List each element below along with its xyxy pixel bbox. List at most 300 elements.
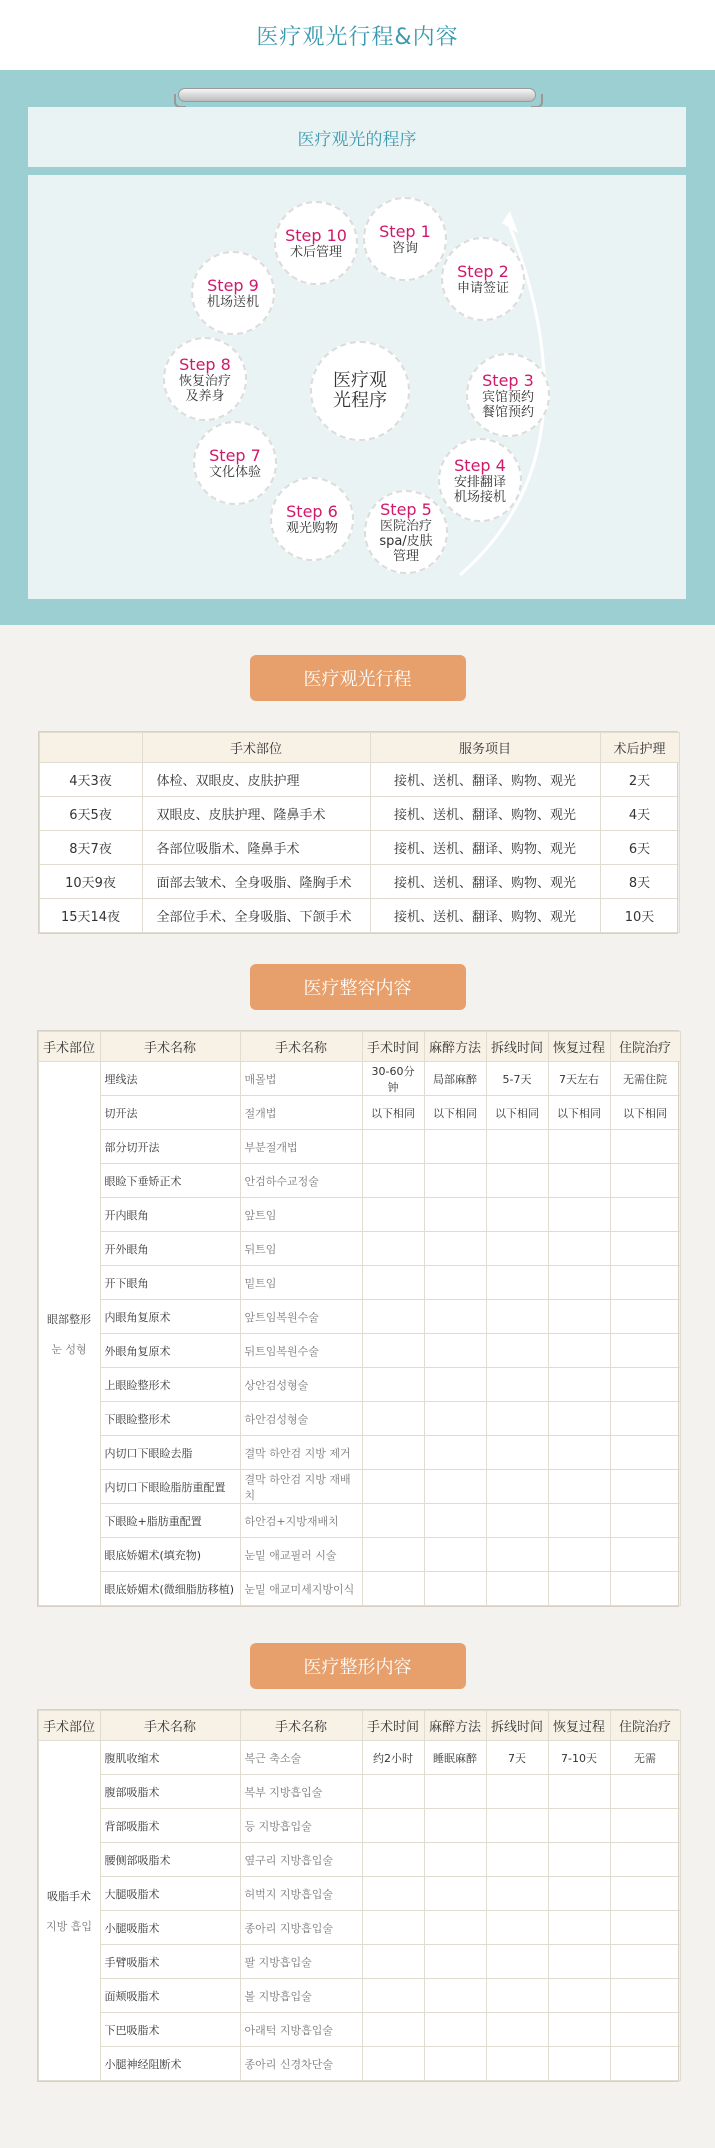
table-row [38,1232,680,1266]
table-cell: 복부 지방흡입술 [240,1775,362,1809]
table-cell: 뒤트임 [240,1232,362,1266]
table-cell: 睡眠麻醉 [424,1741,486,1775]
header-cell: 手术时间 [362,1032,424,1062]
table-cell: 매몰법 [240,1062,362,1096]
table-cell [610,2013,680,2047]
table-cell: 体检、双眼皮、皮肤护理 [142,763,370,797]
table-cell [548,1843,610,1877]
table-cell [610,1266,680,1300]
table-cell [486,1368,548,1402]
step-number: Step 6 [286,502,338,521]
table-cell: 6天5夜 [39,797,142,831]
table-row [38,1436,680,1470]
table-cell: 以下相同 [548,1096,610,1130]
table-cell [424,2047,486,2081]
step-desc: 恢复治疗 及养身 [178,373,231,404]
table-header-row [38,1711,680,1741]
table-row [38,1334,680,1368]
table-cell: 无需 [610,1741,680,1775]
table-row [38,1572,680,1606]
table-cell: 7-10天 [548,1741,610,1775]
table-cell: 아래턱 지방흡입술 [240,2013,362,2047]
step-number: Step 10 [285,226,347,245]
table-row [38,1198,680,1232]
table-cell [424,1911,486,1945]
step-6 [270,477,354,561]
step-desc: 术后管理 [289,245,342,260]
table-cell [486,1436,548,1470]
table-cell [486,1300,548,1334]
table-cell [610,1538,680,1572]
table-header-row [39,733,679,763]
step-4 [438,438,522,522]
table-cell: 7天左右 [548,1062,610,1096]
step-number: Step 2 [457,262,509,281]
step-desc: 宾馆预约 餐馆预约 [481,389,534,420]
table-cell [424,1436,486,1470]
table-cell: 등 지방흡입술 [240,1809,362,1843]
region-label: 眼部整形 [47,1312,91,1326]
table-cell: 종아리 지방흡입술 [240,1911,362,1945]
table-row [38,1843,680,1877]
region-label: 吸脂手术 [47,1889,91,1903]
step-number: Step 3 [482,370,534,390]
table-cell: 7天 [486,1741,548,1775]
table-cell [610,1164,680,1198]
table-cell [548,1232,610,1266]
table-cell: 开内眼角 [100,1198,240,1232]
program-title: 医疗观光的程序 [297,129,417,150]
region-cell [38,1741,100,2081]
table-cell [548,1164,610,1198]
table-cell [362,1572,424,1606]
table-cell: 内切口下眼睑去脂 [100,1436,240,1470]
region-label-korean: 눈 성형 [51,1342,87,1356]
table-cell: 8天7夜 [39,831,142,865]
table-cell [362,1266,424,1300]
table-cell [486,1334,548,1368]
table-cell: 하안검+지방재배치 [240,1504,362,1538]
table-cell: 腰侧部吸脂术 [100,1843,240,1877]
table-cell [486,1130,548,1164]
step-9 [191,251,275,335]
table-cell [548,2047,610,2081]
table-cell [486,1979,548,2013]
table-cell: 双眼皮、皮肤护理、隆鼻手术 [142,797,370,831]
table-cell: 부분절개법 [240,1130,362,1164]
header-cell: 手术名称 [100,1032,240,1062]
table-cell [362,1436,424,1470]
table-cell [610,1368,680,1402]
table-cell: 面颊吸脂术 [100,1979,240,2013]
table-cell: 팔 지방흡입술 [240,1945,362,1979]
table-cell [362,1775,424,1809]
step-number: Step 7 [209,446,261,465]
table-cell [486,1198,548,1232]
table-cell: 各部位吸脂术、隆鼻手术 [142,831,370,865]
table-cell: 部分切开法 [100,1130,240,1164]
table-cell [548,1402,610,1436]
table-row [38,1809,680,1843]
step-5 [364,490,448,574]
table-cell [424,1843,486,1877]
table-cell [486,2013,548,2047]
table-cell: 眼睑下垂矫正术 [100,1164,240,1198]
header-cell: 术后护理 [600,733,679,763]
table-cell [610,1402,680,1436]
step-desc: 观光购物 [285,521,338,536]
table-cell: 开外眼角 [100,1232,240,1266]
header-cell: 服务项目 [370,733,600,763]
table-cell [610,1198,680,1232]
table-row [38,1945,680,1979]
table-row [39,831,679,865]
table-cell [610,1979,680,2013]
table-cell [424,1402,486,1436]
step-desc: 机场送机 [206,295,259,310]
step-desc: 咨询 [391,241,418,256]
table-row [38,1266,680,1300]
header-cell: 拆线时间 [486,1032,548,1062]
table-cell: 以下相同 [362,1096,424,1130]
program-diagram [28,175,686,599]
table-cell [610,1775,680,1809]
table-cell [486,1402,548,1436]
step-desc: 文化体验 [208,465,261,480]
table-cell [610,1334,680,1368]
region-label-korean: 지방 흡입 [45,1919,92,1933]
table-row [38,2013,680,2047]
table-cell [424,1979,486,2013]
table-row [38,1164,680,1198]
header-cell: 手术名称 [240,1711,362,1741]
table-cell: 절개법 [240,1096,362,1130]
table-cell: 눈밑 애교필러 시술 [240,1538,362,1572]
table-cell [424,1775,486,1809]
table-cell [548,1572,610,1606]
table-cell: 뒤트임복원수술 [240,1334,362,1368]
table-cell [424,1504,486,1538]
table-cell [610,1572,680,1606]
table-cell: 복근 축소술 [240,1741,362,1775]
plastic-table [38,1710,681,2081]
step-2 [441,237,525,321]
table-cell: 无需住院 [610,1062,680,1096]
table-cell [548,1436,610,1470]
table-cell: 腹肌收缩术 [100,1741,240,1775]
table-cell [362,1504,424,1538]
table-cell [610,1877,680,1911]
table-cell: 以下相同 [424,1096,486,1130]
step-number: Step 5 [380,500,432,519]
table-cell: 눈밑 애교미세지방이식 [240,1572,362,1606]
table-cell: 约2小时 [362,1741,424,1775]
table-cell: 接机、送机、翻译、购物、观光 [370,865,600,899]
table-row [38,2047,680,2081]
table-cell [548,1911,610,1945]
table-cell [610,1470,680,1504]
table-cell [424,2013,486,2047]
table-cell [548,1809,610,1843]
table-row [38,1775,680,1809]
table-cell: 8天 [600,865,679,899]
table-row [38,1368,680,1402]
table-cell [486,1470,548,1504]
table-row [39,763,679,797]
table-cell [362,1911,424,1945]
table-cell [486,1232,548,1266]
table-cell: 허벅지 지방흡입술 [240,1877,362,1911]
table-row [38,1911,680,1945]
region-cell [38,1062,100,1606]
table-cell [424,1368,486,1402]
step-desc: 医院治疗 spa/皮肤 管理 [379,519,433,564]
table-cell [424,1130,486,1164]
table-cell [548,1775,610,1809]
table-cell [610,1945,680,1979]
table-cell: 上眼睑整形术 [100,1368,240,1402]
table-cell: 下眼睑整形术 [100,1402,240,1436]
table-cell [362,1843,424,1877]
header-cell: 拆线时间 [486,1711,548,1741]
table-row [39,899,679,933]
table-cell [362,1809,424,1843]
table-cell [362,1470,424,1504]
program-title-bar [28,107,686,167]
table-cell [548,1470,610,1504]
table-cell [486,1538,548,1572]
table-cell [610,2047,680,2081]
table-cell [548,1877,610,1911]
table-cell [362,1877,424,1911]
table-cell [486,1843,548,1877]
table-cell [424,1538,486,1572]
table-cell: 밑트임 [240,1266,362,1300]
header-cell: 麻醉方法 [424,1032,486,1062]
table-cell: 볼 지방흡입술 [240,1979,362,2013]
table-cell [610,1843,680,1877]
table-row [38,1504,680,1538]
table-cell: 10天9夜 [39,865,142,899]
table-cell [610,1300,680,1334]
table-row [39,797,679,831]
table-cell: 下巴吸脂术 [100,2013,240,2047]
table-cell [610,1504,680,1538]
table-row [38,1130,680,1164]
table-cell: 앞트임 [240,1198,362,1232]
table-cell [548,1945,610,1979]
table-cell: 全部位手术、全身吸脂、下颌手术 [142,899,370,933]
table-cell [424,1572,486,1606]
table-cell: 2天 [600,763,679,797]
table-cell [486,1945,548,1979]
table-cell: 接机、送机、翻译、购物、观光 [370,831,600,865]
table-cell [362,1130,424,1164]
table-cell: 接机、送机、翻译、购物、观光 [370,797,600,831]
table-cell: 5-7天 [486,1062,548,1096]
table-cell [362,1979,424,2013]
table-cell: 결막 하안검 지방 제거 [240,1436,362,1470]
table-cell: 10天 [600,899,679,933]
table-cell [424,1334,486,1368]
clipboard-clip [178,88,536,102]
table-cell: 15天14夜 [39,899,142,933]
table-row [38,1741,680,1775]
step-desc: 安排翻译 机场接机 [453,474,506,505]
step-number: Step 1 [379,222,431,241]
plastic-title-pill: 医疗整形内容 [250,1643,466,1689]
table-cell [548,1504,610,1538]
table-row [38,1877,680,1911]
table-cell: 接机、送机、翻译、购物、观光 [370,763,600,797]
table-cell [362,1232,424,1266]
table-cell [548,1538,610,1572]
table-cell [486,1809,548,1843]
table-cell: 外眼角复原术 [100,1334,240,1368]
table-cell: 腹部吸脂术 [100,1775,240,1809]
step-8 [163,337,247,421]
plastic-table-card [37,1709,679,2082]
table-cell [424,1945,486,1979]
table-row [38,1538,680,1572]
table-cell: 30-60分钟 [362,1062,424,1096]
table-cell: 背部吸脂术 [100,1809,240,1843]
table-cell [548,2013,610,2047]
table-row [38,1062,680,1096]
page-header [0,0,715,70]
table-cell [610,1911,680,1945]
table-cell: 종아리 신경차단술 [240,2047,362,2081]
table-cell [486,1266,548,1300]
header-cell: 麻醉方法 [424,1711,486,1741]
program-section [0,70,715,625]
step-number: Step 9 [207,276,259,295]
table-cell [424,1877,486,1911]
cosmetic-table-card [37,1030,679,1607]
table-cell [486,1877,548,1911]
step-1 [363,197,447,281]
table-cell: 小腿神经阻断术 [100,2047,240,2081]
cosmetic-title-pill: 医疗整容内容 [250,964,466,1010]
table-cell: 6天 [600,831,679,865]
table-cell [548,1130,610,1164]
table-cell: 内切口下眼睑脂肪重配置 [100,1470,240,1504]
table-row [38,1402,680,1436]
table-cell [362,1300,424,1334]
table-cell [610,1232,680,1266]
table-cell [424,1470,486,1504]
header-cell: 住院治疗 [610,1711,680,1741]
table-row [38,1096,680,1130]
table-cell [486,1164,548,1198]
table-cell: 以下相同 [610,1096,680,1130]
step-number: Step 4 [454,455,506,475]
table-cell [362,1538,424,1572]
center-circle: 医疗观光程序 [310,341,410,441]
table-cell: 4天 [600,797,679,831]
table-cell [548,1334,610,1368]
table-cell: 眼底娇媚术(微细脂肪移植) [100,1572,240,1606]
header-cell: 住院治疗 [610,1032,680,1062]
table-cell: 앞트임복원수술 [240,1300,362,1334]
table-cell [362,1198,424,1232]
header-cell: 手术名称 [100,1711,240,1741]
table-cell [548,1266,610,1300]
table-cell: 以下相同 [486,1096,548,1130]
table-cell: 接机、送机、翻译、购物、观光 [370,899,600,933]
table-cell [362,2013,424,2047]
step-3 [466,353,550,437]
clip-left-ear [174,94,186,108]
table-cell: 결막 하안검 지방 재배치 [240,1470,362,1504]
table-cell [486,1775,548,1809]
itinerary-title-pill: 医疗观光行程 [250,655,466,701]
table-cell [486,2047,548,2081]
table-cell [362,1368,424,1402]
table-cell [362,1334,424,1368]
table-header-row [38,1032,680,1062]
table-cell [548,1979,610,2013]
table-cell: 内眼角复原术 [100,1300,240,1334]
table-row [38,1470,680,1504]
step-10 [274,201,358,285]
table-cell [424,1300,486,1334]
header-cell: 恢复过程 [548,1032,610,1062]
table-cell [610,1130,680,1164]
itinerary-table [39,732,680,933]
table-cell [362,1164,424,1198]
table-cell [486,1504,548,1538]
table-cell [610,1809,680,1843]
table-cell [424,1198,486,1232]
header-cell: 手术名称 [240,1032,362,1062]
table-row [39,865,679,899]
header-cell: 手术部位 [38,1032,100,1062]
cosmetic-table [38,1031,681,1606]
step-7 [193,421,277,505]
table-cell [424,1266,486,1300]
header-cell: 手术部位 [142,733,370,763]
table-cell: 切开法 [100,1096,240,1130]
itinerary-table-card [38,731,678,934]
table-cell [486,1572,548,1606]
table-cell: 眼底娇媚术(填充物) [100,1538,240,1572]
table-cell: 하안검성형술 [240,1402,362,1436]
table-cell: 小腿吸脂术 [100,1911,240,1945]
step-desc: 申请签证 [456,281,509,296]
header-cell: 手术部位 [38,1711,100,1741]
table-cell: 4天3夜 [39,763,142,797]
table-cell: 局部麻醉 [424,1062,486,1096]
table-cell [362,2047,424,2081]
table-cell [362,1945,424,1979]
header-cell [39,733,142,763]
table-cell [486,1911,548,1945]
header-cell: 恢复过程 [548,1711,610,1741]
table-cell [424,1809,486,1843]
table-row [38,1979,680,2013]
table-cell: 下眼睑+脂肪重配置 [100,1504,240,1538]
table-row [38,1300,680,1334]
page-title: 医疗观光行程&内容 [256,24,459,50]
clip-right-ear [531,94,543,108]
table-cell [362,1402,424,1436]
step-number: Step 8 [179,354,231,374]
table-cell: 옆구리 지방흡입술 [240,1843,362,1877]
table-cell: 手臂吸脂术 [100,1945,240,1979]
table-cell: 안검하수교정술 [240,1164,362,1198]
table-cell: 面部去皱术、全身吸脂、隆胸手术 [142,865,370,899]
